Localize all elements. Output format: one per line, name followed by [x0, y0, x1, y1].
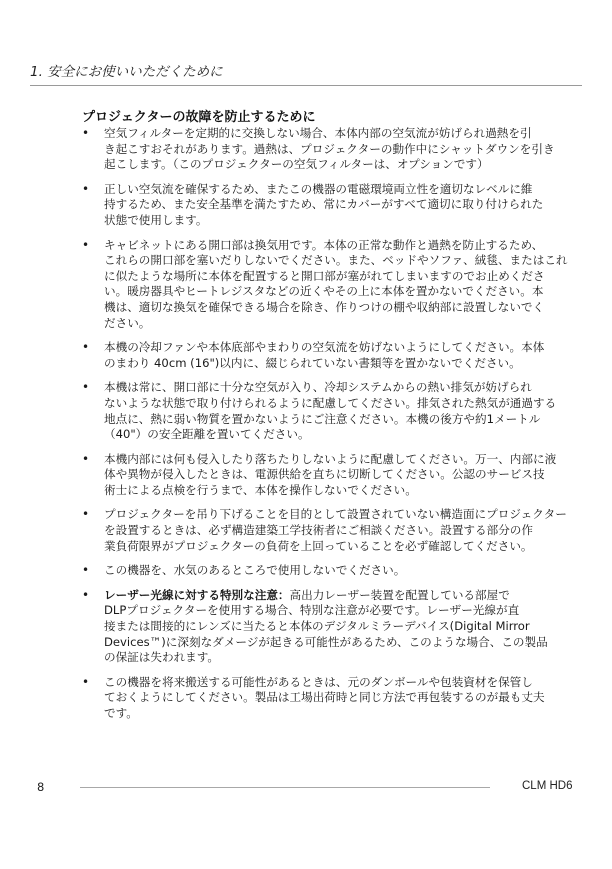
bullet-line: DLPプロジェクターを使用する場合、特別な注意が必要です。レーザー光線が直 [104, 603, 520, 618]
bullet-line: （40"）の安全距離を置いてください。 [104, 427, 310, 442]
bullet-line: の保証は失われます。 [104, 650, 220, 665]
bullet-line: に似たような場所に本体を配置すると開口部が塞がれてしまいますのでお止めくださ [104, 268, 545, 283]
bullet-item [82, 675, 579, 722]
bullet-dot-icon: • [82, 587, 90, 602]
bullet-line: 機は、適切な換気を確保できる場合を除き、作りつけの棚や収納部に設置しないでく [104, 299, 545, 314]
bullet-item [82, 182, 579, 229]
bullet-dot-icon: • [82, 126, 90, 140]
bullet-line: この機器を、水気のあるところで使用しないでください。 [104, 563, 406, 578]
bullet-dot-icon: • [82, 451, 90, 466]
bullet-line: 業負荷限界がプロジェクターの負荷を上回っていることを必ず確認してください。 [104, 538, 533, 553]
bullet-line: ないような状態で取り付けられるように配慮してください。排気された熱気が通過する [104, 395, 557, 410]
header-divider [30, 85, 582, 86]
bullet-dot-icon: • [82, 181, 90, 196]
bullet-line: です。 [104, 706, 138, 720]
bullet-bold-prefix: レーザー光線に対する特別な注意： [104, 587, 290, 602]
bullet-dot-icon: • [82, 563, 90, 578]
bullet-line: 空気フィルターを定期的に交換しない場合、本体内部の空気流が妨げられ過熱を引 [104, 126, 532, 140]
page-number: 8 [37, 780, 45, 794]
bullet-dot-icon: • [82, 674, 90, 689]
section-title: プロジェクターの故障を防止するために [82, 110, 316, 125]
bullet-item [82, 238, 579, 332]
bullet-dot-icon: • [82, 340, 90, 355]
bullet-item [82, 588, 579, 666]
bullet-item [82, 452, 579, 499]
bullet-line-text: 高出力レーザー装置を配置している部屋で [289, 587, 510, 602]
bullet-line: ておくようにしてください。製品は工場出荷時と同じ方法で再包装するのが最も丈夫 [104, 690, 545, 705]
bullet-line: 術士による点検を行うまで、本体を操作しないでください。 [104, 482, 417, 497]
bullet-line: この機器を将来搬送する可能性があるときは、元のダンボールや包装資材を保管し [104, 674, 533, 689]
bullet-item [82, 507, 579, 554]
bullet-item [82, 380, 579, 442]
bullet-line: を設置するときは、必ず構造建築工学技術者にご相談ください。設置する部分の作 [104, 523, 533, 538]
bullet-item [82, 563, 579, 579]
bullet-dot-icon: • [82, 380, 90, 395]
bullet-line: 起こします。（このプロジェクターの空気フィルターは、オプションです） [104, 157, 489, 172]
bullet-dot-icon: • [82, 507, 90, 522]
bullet-line: 本機の冷却ファンや本体底部やまわりの空気流を妨げないようにしてください。本体 [104, 340, 545, 355]
bullet-line: 状態で使用します。 [104, 212, 208, 227]
bullet-line: 接または間接的にレンズに当たると本体のデジタルミラーデバイス(Digital Mirror [104, 619, 530, 634]
bullet-dot-icon: • [82, 237, 90, 252]
bullet-line: 地点に、熱に弱い物質を置かないようにご注意ください。本機の後方や約1メートル [104, 411, 541, 426]
bullet-list [82, 126, 579, 731]
bullet-line: 正しい空気流を確保するため、またこの機器の電磁環境両立性を適切なレベルに維 [104, 181, 533, 196]
bullet-line: プロジェクターを吊り下げることを目的として設置されていない構造面にプロジェクター [104, 507, 567, 522]
bullet-line: き起こすおそれがあります。過熱は、プロジェクターの動作中にシャットダウンを引き [104, 141, 555, 156]
bullet-line: のまわり 40cm (16")以内に、綴じられていない書類等を置かないでください。 [104, 355, 521, 370]
bullet-line: Devices™)に深刻なダメージが起きる可能性があるため、このような場合、この製品 [104, 634, 548, 649]
bullet-line: キャビネットにある開口部は換気用です。本体の正常な動作と過熱を防止するため、 [104, 237, 544, 252]
bullet-line: ださい。 [104, 315, 151, 330]
model-name: CLM HD6 [522, 780, 573, 792]
bullet-item [82, 126, 579, 173]
bullet-line [104, 588, 579, 604]
bullet-line: これらの開口部を塞いだりしないでください。また、ベッドやソファ、絨毯、またはこれ [104, 253, 568, 268]
bullet-item [82, 340, 579, 371]
footer-divider [80, 787, 490, 788]
bullet-line: 持するため、また安全基準を満たすため、常にカバーがすべて適切に取り付けられた [104, 197, 544, 212]
bullet-line: 本機内部には何も侵入したり落ちたりしないように配慮してください。万一、内部に液 [104, 451, 557, 466]
bullet-line: い。暖房器具やヒートレジスタなどの近くやその上に本体を置かないでください。本 [104, 284, 544, 299]
chapter-title: 1. 安全にお使いいただくために [30, 64, 223, 80]
bullet-line: 本機は常に、開口部に十分な空気が入り、冷却システムからの熱い排気が妨げられ [104, 380, 532, 395]
bullet-line: 体や異物が侵入したときは、電源供給を直ちに切断してください。公認のサービス技 [104, 467, 545, 482]
